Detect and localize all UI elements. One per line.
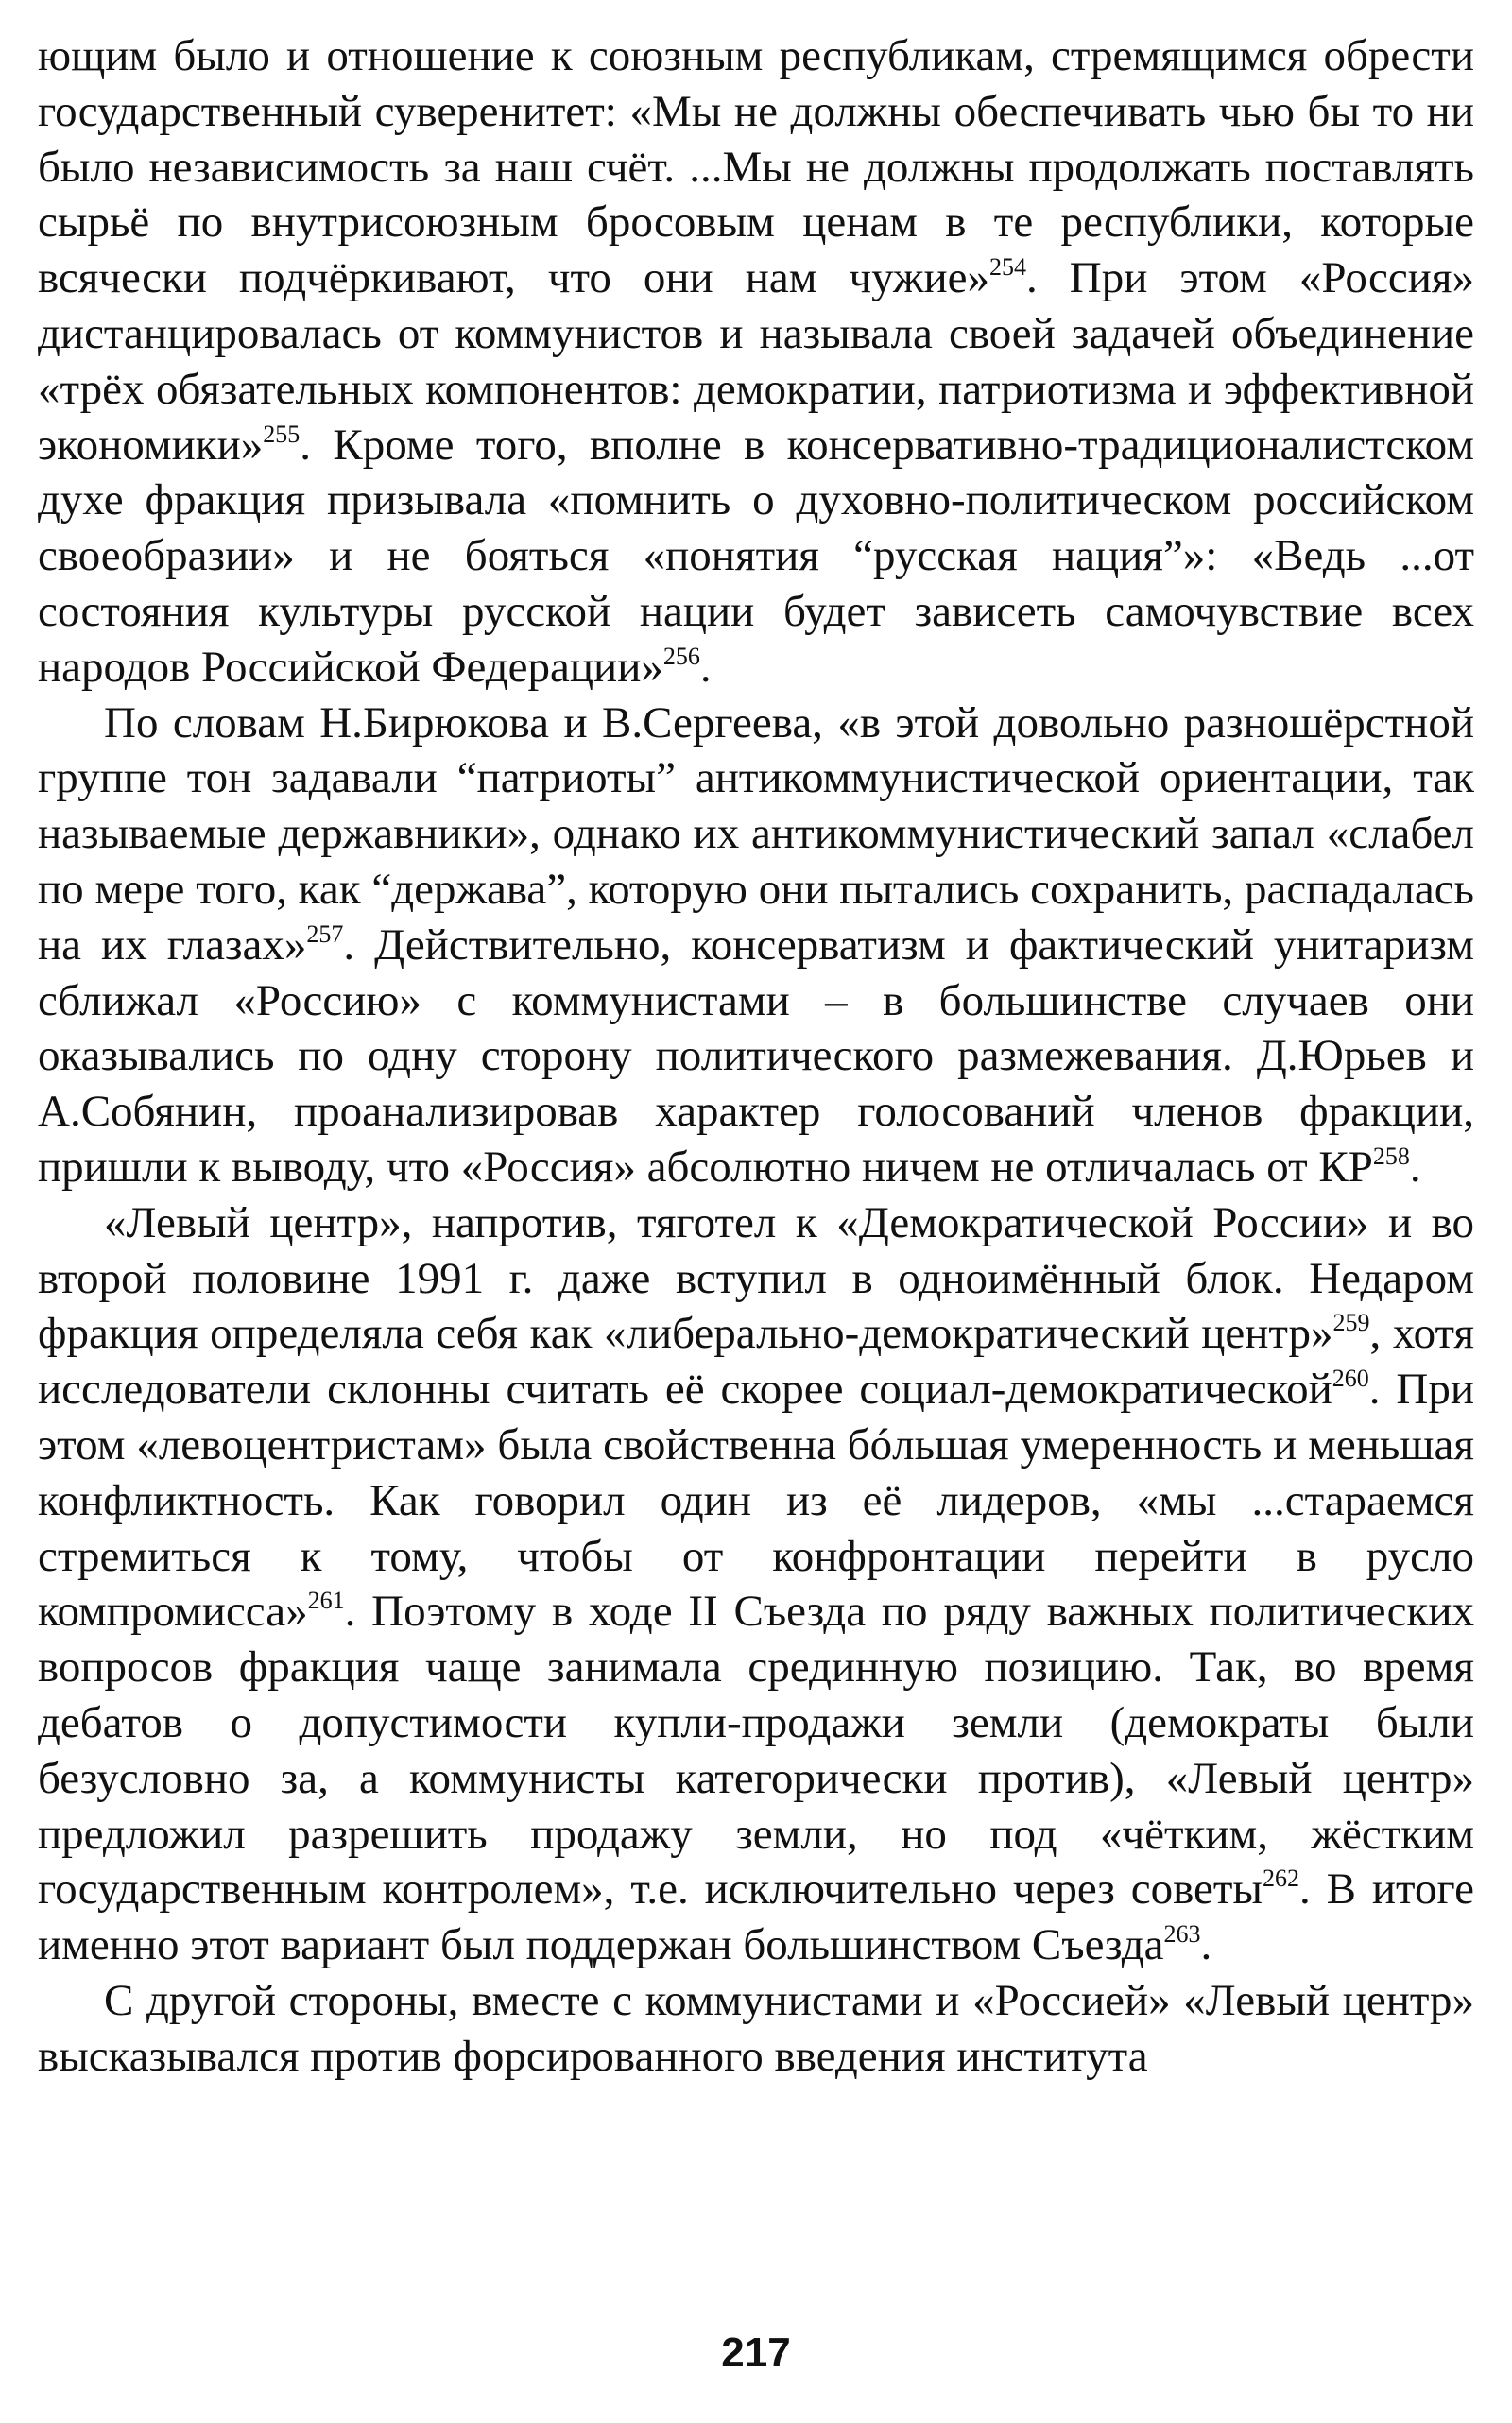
body-text: [38, 28, 1474, 2084]
paragraph-3: [38, 1195, 1474, 1973]
paragraph-3-text-5: . В итоге именно этот вариант был поддержан большинством Съезда: [38, 1865, 1474, 1970]
footnote-ref-260: 260: [1332, 1365, 1369, 1393]
paragraph-4-text-1: С другой стороны, вместе с коммунистами и «Россией» «Левый центр» высказывался против форсированного введения института: [38, 1975, 1474, 2081]
paragraph-3-text-6: .: [1200, 1920, 1212, 1970]
footnote-ref-261: 261: [307, 1587, 345, 1615]
paragraph-3-text-3: . При этом «левоцентристам» была свойственна бóльшая умеренность и меньшая конфликтность. Как говорил один из её лидеров, «мы ...стараемся стремиться к тому, чтобы от конфронтации перейти в русло компромисса»: [38, 1365, 1474, 1637]
paragraph-3-text-2: , хотя исследователи склонны считать её скорее социал-демократической: [38, 1309, 1474, 1415]
footnote-ref-255: 255: [263, 420, 301, 448]
paragraph-2: [38, 696, 1474, 1195]
footnote-ref-258: 258: [1372, 1142, 1410, 1170]
paragraph-1-text-2: . При этом «Россия» дистанцировалась от коммунистов и называла своей задачей объединение «трёх обязательных компонентов: демократии, патриотизма и эффективной экономики»: [38, 253, 1474, 470]
footnote-ref-254: 254: [989, 253, 1027, 282]
paragraph-1-text-3: . Кроме того, вполне в консервативно-традиционалистском духе фракция призывала «помнить о духовно-политическом российском своеобразии» и не бояться «понятия “русская нация”»: «Ведь ...от состояния культуры русской нации будет зависеть самочувствие всех народов Российской Федерации»: [38, 420, 1474, 692]
footnote-ref-256: 256: [662, 642, 700, 670]
footnote-ref-263: 263: [1163, 1920, 1201, 1949]
paragraph-2-text-2: . Действительно, консерватизм и фактический унитаризм сближал «Россию» с коммунистами – в большинстве случаев они оказывались по одну сторону политического размежевания. Д.Юрьев и А.Собянин, проанализировав характер голосований членов фракции, пришли к выводу, что «Россия» абсолютно ничем не отличалась от КР: [38, 919, 1474, 1192]
footnote-ref-257: 257: [306, 919, 344, 948]
paragraph-3-text-1: «Левый центр», напротив, тяготел к «Демократической России» и во второй половине 1991 г. даже вступил в одноимённый блок. Недаром фракция определяла себя как «либерально-демократический центр»: [38, 1197, 1474, 1359]
paragraph-1-text-4: .: [699, 642, 712, 692]
paragraph-1-text-1: ющим было и отношение к союзным республикам, стремящимся обрести государственный суверенитет: «Мы не должны обеспечивать чью бы то ни было независимость за наш счёт. ...Мы не должны продолжать поставлять сырьё по внутрисоюзным бросовым ценам в те республики, которые всячески подчёркивают, что они нам чужие»: [38, 31, 1474, 303]
paragraph-3-text-4: . Поэтому в ходе II Съезда по ряду важных политических вопросов фракция чаще занимала срединную позицию. Так, во время дебатов о допустимости купли-продажи земли (демократы были безусловно за, а коммунисты категорически против), «Левый центр» предложил разрешить продажу земли, но под «чётким, жёстким государственным контролем», т.е. исключительно через советы: [38, 1587, 1474, 1915]
paragraph-1: [38, 28, 1474, 696]
footnote-ref-262: 262: [1263, 1865, 1299, 1893]
page-number: 217: [721, 2329, 791, 2376]
paragraph-4: [38, 1973, 1474, 2085]
paragraph-2-text-3: .: [1409, 1142, 1421, 1192]
paragraph-2-text-1: По словам Н.Бирюкова и В.Сергеева, «в этой довольно разношёрстной группе тон задавали “патриоты” антикоммунистической ориентации, так называемые державники», однако их антикоммунистический запал «слабел по мере того, как “держава”, которую они пытались сохранить, распадалась на их глазах»: [38, 697, 1474, 970]
footnote-ref-259: 259: [1332, 1309, 1370, 1337]
